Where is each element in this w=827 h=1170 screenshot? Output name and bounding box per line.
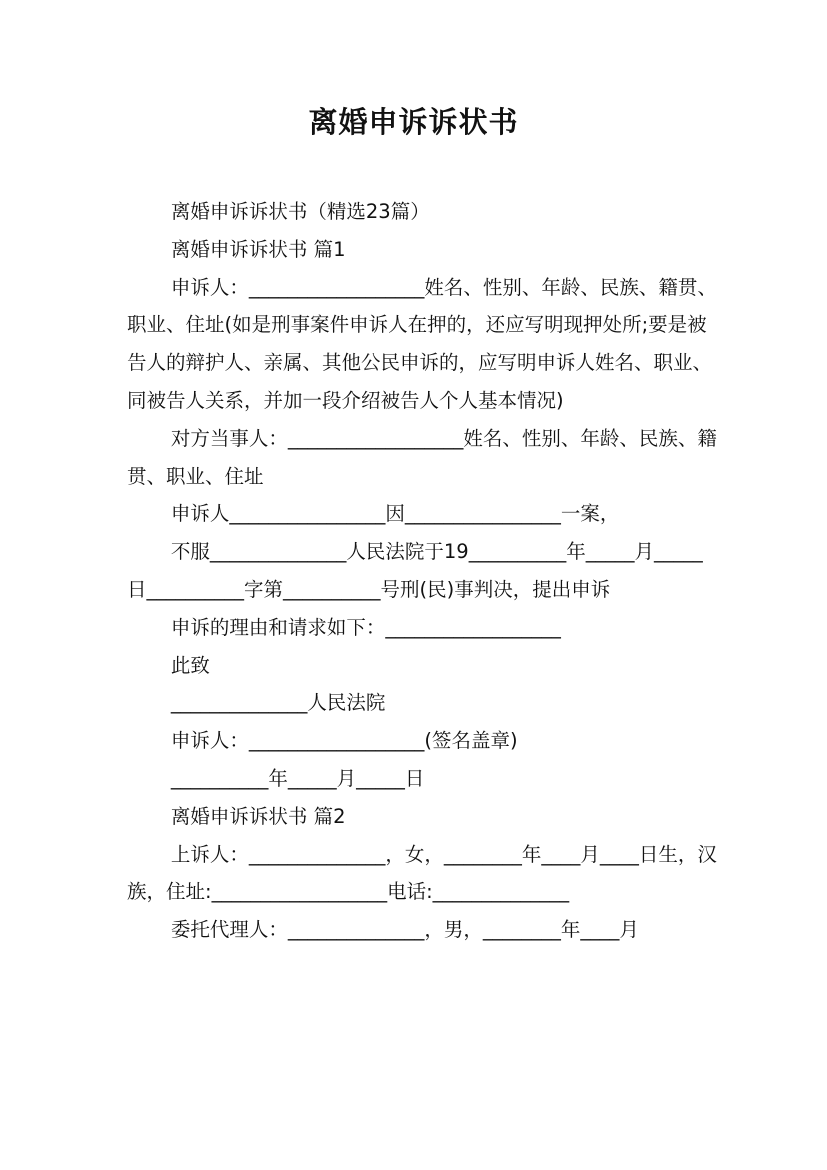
paragraph-opposing-party: 对方当事人：__________________姓名、性别、年龄、民族、籍贯、职业、住址 [127,426,717,488]
paragraph-signature: 申诉人：__________________(签名盖章) [170,729,518,753]
paragraph-section-2-heading: 离婚申诉诉状书 篇2 [170,804,346,828]
document-body [127,193,717,949]
paragraph-subtitle: 离婚申诉诉状书（精选23篇） [170,200,430,223]
paragraph-reasons: 申诉的理由和请求如下：__________________ [170,615,561,639]
paragraph-appellant-info: 申诉人：__________________姓名、性别、年龄、民族、籍贯、职业、住址(如是刑事案件申诉人在押的，还应写明现押处所;要是被告人的辩护人、亲属、其他公民申诉的，应写明申诉人姓名、职业、同被告人关系，并加一段介绍被告人个人基本情况) [127,275,717,412]
paragraph-section-1-heading: 离婚申诉诉状书 篇1 [170,237,346,261]
paragraph-agent: 委托代理人：______________，男，________年____月 [170,918,639,942]
paragraph-appellant-2: 上诉人：______________，女，________年____月____日生，汉族，住址:__________________电话:______________ [127,842,717,904]
paragraph-salutation: 此致 [170,653,210,677]
paragraph-case-cause: 申诉人________________因________________一案， [170,502,620,526]
paragraph-judgment: 不服______________人民法院于19__________年_____月_____日__________字第__________号刑(民)事判决，提出申诉 [127,540,703,601]
paragraph-court: ______________人民法院 [170,691,386,715]
paragraph-date: __________年_____月_____日 [170,766,425,790]
document-title: 离婚申诉诉状书 [308,105,519,139]
